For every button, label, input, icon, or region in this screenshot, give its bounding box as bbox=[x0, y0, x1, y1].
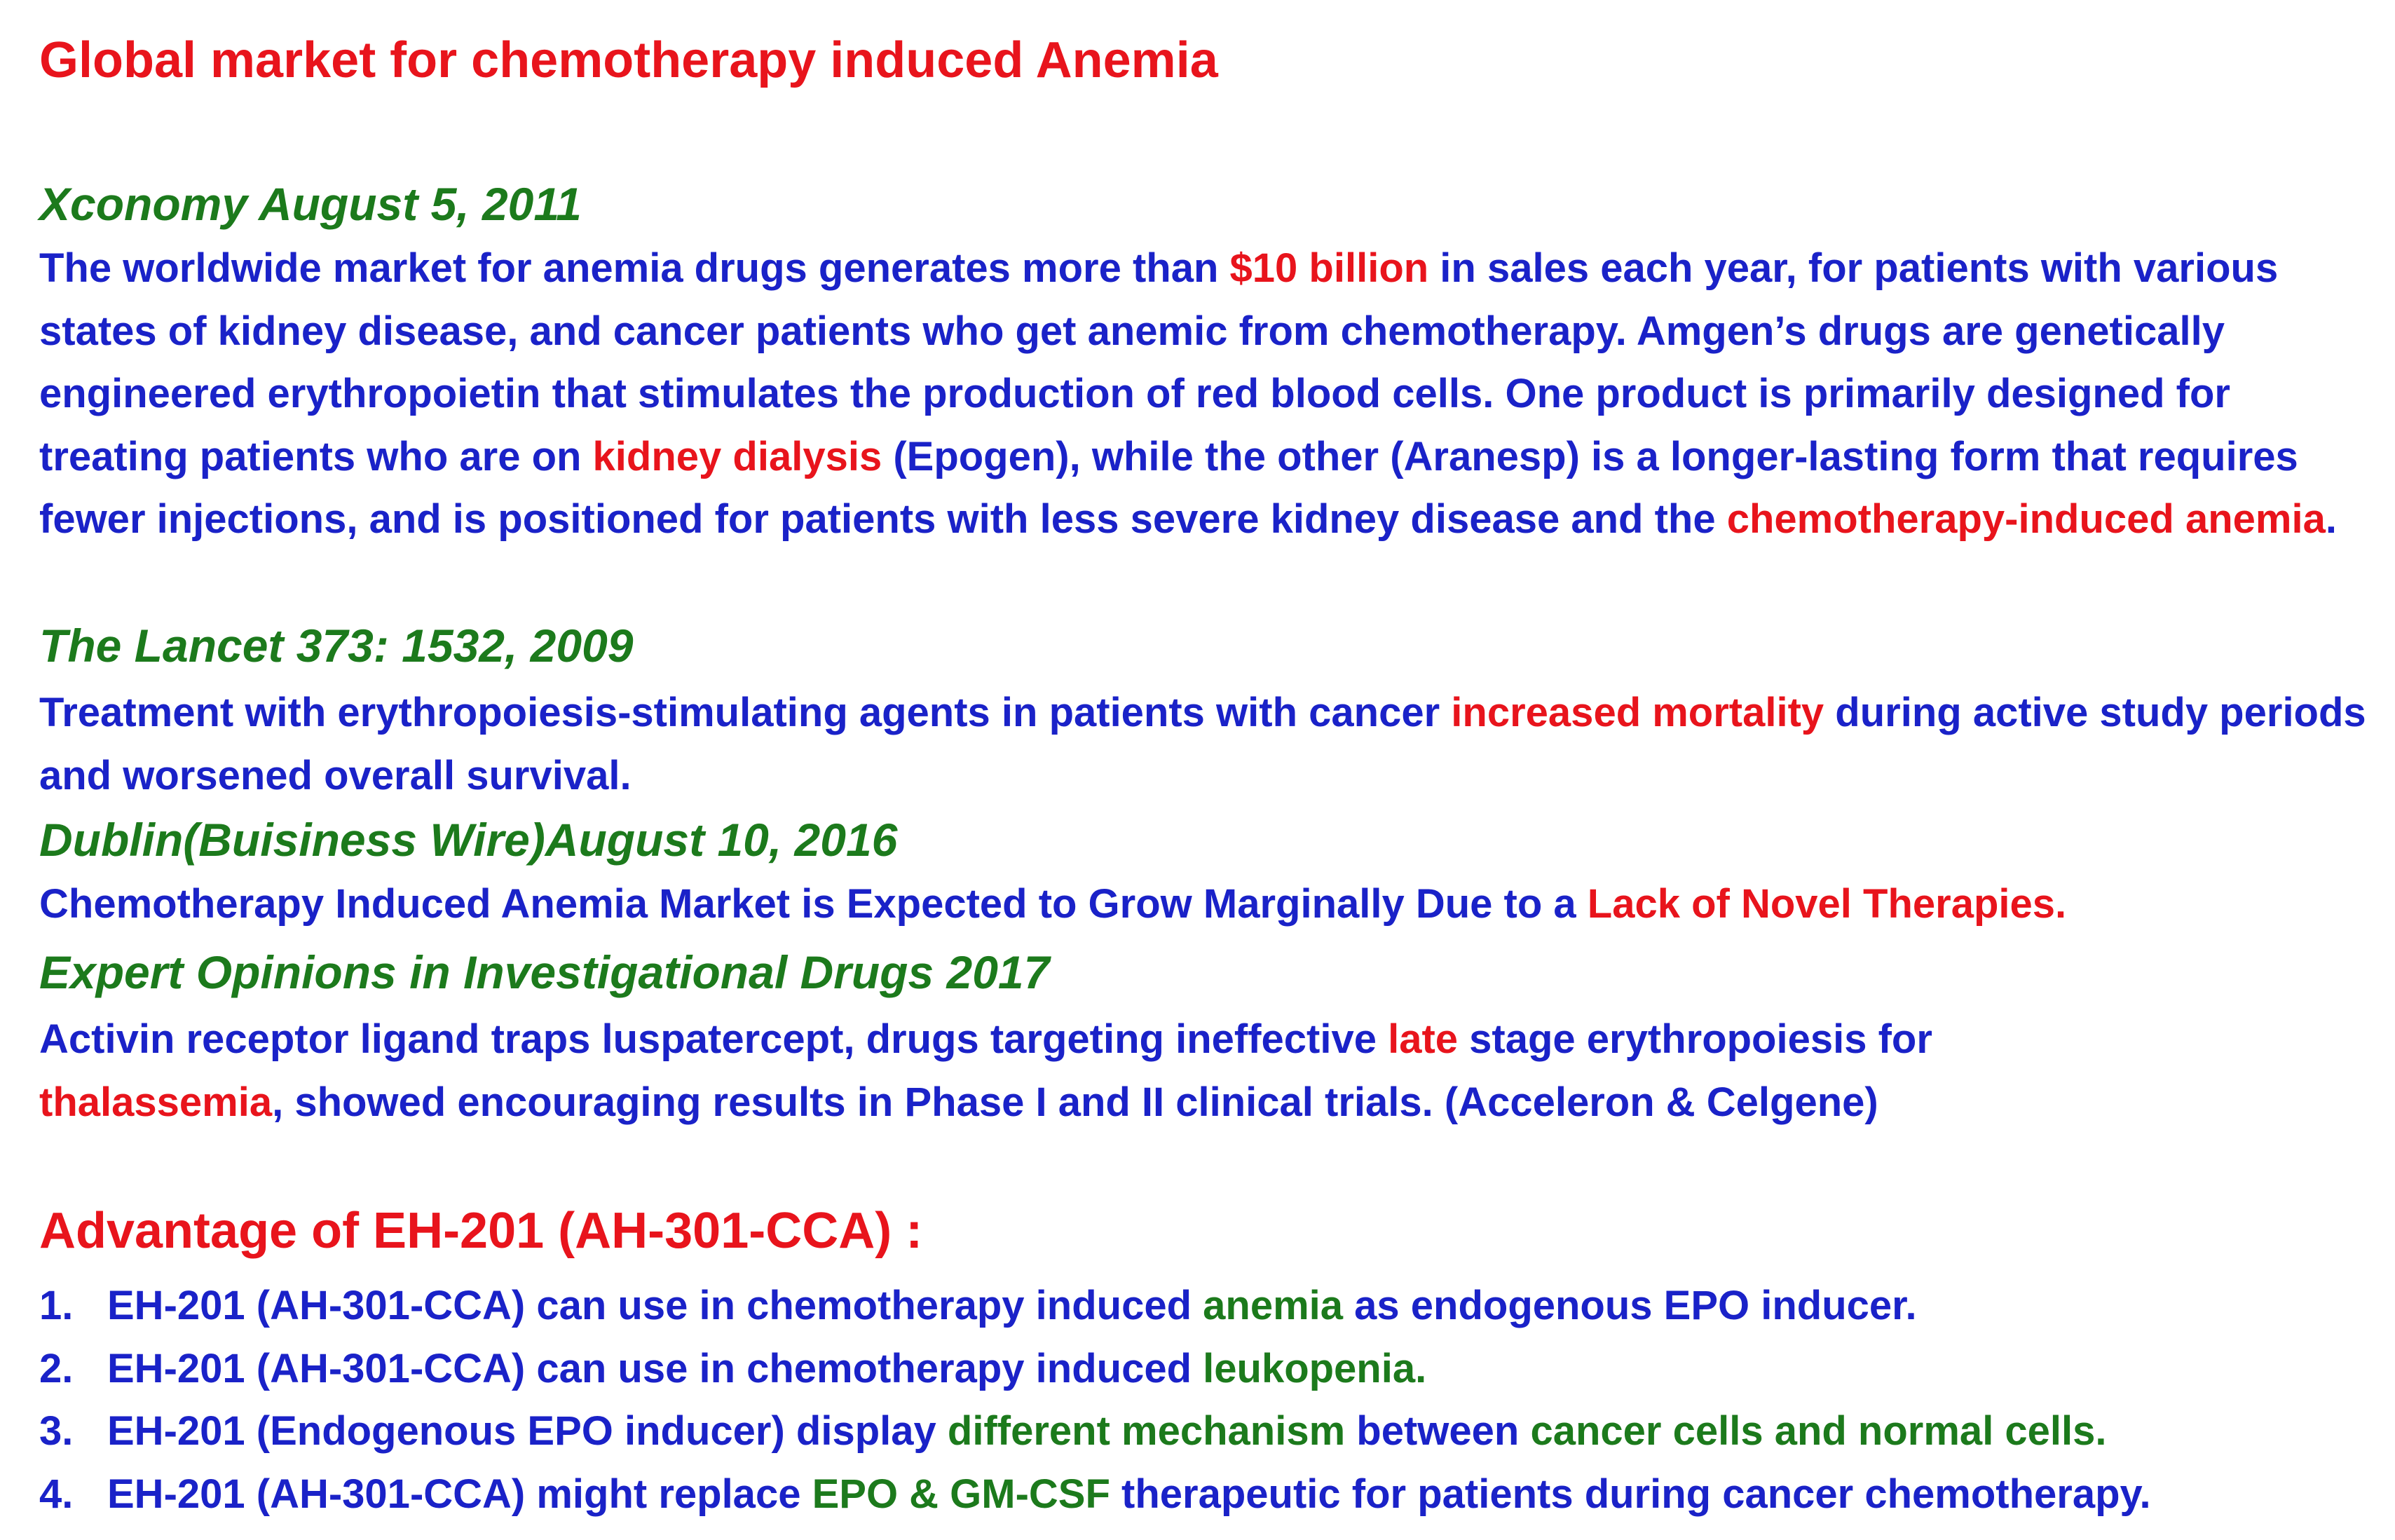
advantage-item-text-end: therapeutic for patients during cancer chemotherapy. bbox=[1110, 1471, 2151, 1517]
advantage-item-highlight: anemia bbox=[1203, 1283, 1344, 1328]
expert-highlight-late: late bbox=[1388, 1016, 1459, 1062]
advantage-list bbox=[39, 1274, 2151, 1525]
advantage-item bbox=[39, 1463, 2151, 1526]
advantage-item-text-end: as endogenous EPO inducer. bbox=[1343, 1283, 1917, 1328]
advantage-item-text: EH-201 (Endogenous EPO inducer) display bbox=[107, 1408, 948, 1454]
advantage-item-text-mid: between bbox=[1345, 1408, 1531, 1454]
expert-text-1: Activin receptor ligand traps luspatercept, drugs targeting ineffective bbox=[39, 1016, 1388, 1062]
advantage-item bbox=[39, 1274, 2151, 1337]
expert-section bbox=[39, 941, 2373, 1133]
advantage-item-number: 4. bbox=[39, 1471, 74, 1517]
dublin-section bbox=[39, 808, 2373, 936]
expert-text-3: , showed encouraging results in Phase I and II clinical trials. (Acceleron & Celgene) bbox=[272, 1079, 1878, 1125]
lancet-highlight-mortality: increased mortality bbox=[1451, 690, 1824, 735]
advantage-item-highlight: different mechanism bbox=[947, 1408, 1346, 1454]
expert-text-2: stage erythropoiesis for bbox=[1458, 1016, 1932, 1062]
lancet-text-2: during active study periods and worsened overall survival. bbox=[39, 690, 2366, 798]
advantage-item-highlight: EPO & GM-CSF bbox=[812, 1471, 1110, 1517]
advantage-item-number: 1. bbox=[39, 1283, 74, 1328]
lancet-source: The Lancet 373: 1532, 2009 bbox=[39, 620, 634, 672]
xconomy-section bbox=[39, 172, 2373, 551]
dublin-highlight-therapies: Lack of Novel Therapies. bbox=[1587, 881, 2067, 927]
xconomy-highlight-sales: $10 billion bbox=[1229, 245, 1429, 291]
advantage-item-highlight-2: cancer cells and normal cells. bbox=[1530, 1408, 2107, 1454]
slide-title: Global market for chemotherapy induced Anemia bbox=[39, 32, 1218, 88]
lancet-paragraph bbox=[39, 681, 2373, 807]
advantage-item bbox=[39, 1337, 2151, 1401]
xconomy-text-4: . bbox=[2325, 496, 2337, 542]
dublin-source: Dublin(Buisiness Wire)August 10, 2016 bbox=[39, 814, 898, 866]
advantage-item bbox=[39, 1400, 2151, 1463]
expert-highlight-thalassemia: thalassemia bbox=[39, 1079, 273, 1125]
xconomy-source: Xconomy August 5, 2011 bbox=[39, 178, 582, 230]
dublin-text-1: Chemotherapy Induced Anemia Market is Expected to Grow Marginally Due to a bbox=[39, 881, 1588, 927]
xconomy-paragraph bbox=[39, 237, 2373, 551]
lancet-section bbox=[39, 614, 2373, 807]
advantage-item-number: 2. bbox=[39, 1345, 74, 1391]
expert-source: Expert Opinions in Investigational Drugs 2017 bbox=[39, 946, 1050, 998]
dublin-paragraph bbox=[39, 873, 2373, 936]
xconomy-text-3: (Epogen), while the other (Aranesp) is a longer-lasting form that requires fewer injections, and is positioned for patients with less severe kidney disease and the bbox=[39, 433, 2298, 542]
xconomy-highlight-anemia: chemotherapy-induced anemia bbox=[1726, 496, 2326, 542]
xconomy-highlight-dialysis: kidney dialysis bbox=[592, 433, 882, 479]
advantage-item-text: EH-201 (AH-301-CCA) might replace bbox=[107, 1471, 812, 1517]
advantage-heading: Advantage of EH-201 (AH-301-CCA) : bbox=[39, 1203, 923, 1259]
xconomy-text-1: The worldwide market for anemia drugs generates more than bbox=[39, 245, 1230, 291]
advantage-item-number: 3. bbox=[39, 1408, 74, 1454]
lancet-text-1: Treatment with erythropoiesis-stimulating agents in patients with cancer bbox=[39, 690, 1452, 735]
expert-paragraph bbox=[39, 1008, 2373, 1133]
advantage-item-text: EH-201 (AH-301-CCA) can use in chemotherapy induced bbox=[107, 1345, 1203, 1391]
advantage-item-text: EH-201 (AH-301-CCA) can use in chemotherapy induced bbox=[107, 1283, 1203, 1328]
advantage-item-highlight: leukopenia. bbox=[1203, 1345, 1427, 1391]
xconomy-text-2: in sales each year, for patients with various states of kidney disease, and cancer patients who get anemic from chemotherapy. Amgen’s drugs are genetically engineered erythropoietin that stimulates the production of red blood cells. One product is primarily designed for treating patients who are on bbox=[39, 245, 2279, 479]
